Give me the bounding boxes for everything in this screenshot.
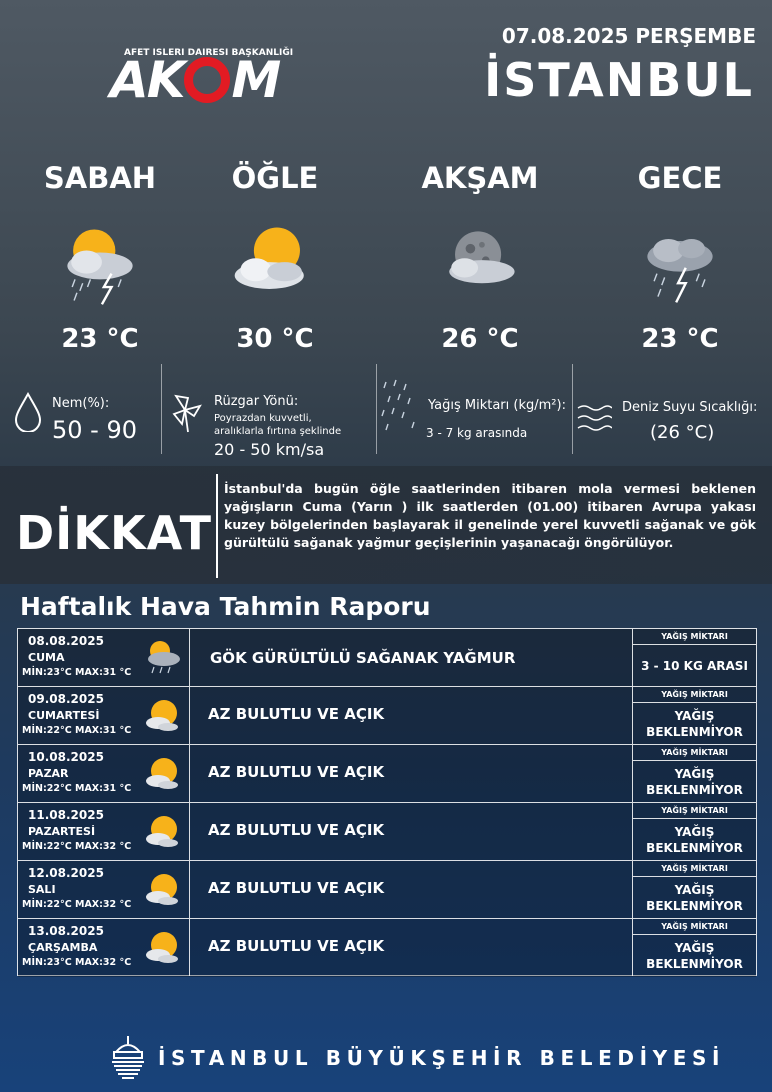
rain-header: YAĞIŞ MİKTARI bbox=[632, 919, 756, 935]
day-date: 09.08.2025 bbox=[28, 692, 104, 706]
rain-value: YAĞIŞ BEKLENMİYOR bbox=[632, 761, 756, 802]
droplet-icon bbox=[14, 392, 42, 432]
wind-desc-line1: Poyrazdan kuvvetli, bbox=[214, 413, 312, 424]
org-subtitle: AFET ISLERI DAIRESI BAŞKANLIĞI bbox=[124, 48, 294, 58]
table-row bbox=[18, 803, 756, 861]
day-description: GÖK GÜRÜLTÜLÜ SAĞANAK YAĞMUR bbox=[210, 649, 516, 667]
moon-cloud-icon bbox=[432, 216, 528, 312]
wind-desc-line2: aralıklarla fırtına şeklinde bbox=[214, 426, 342, 437]
day-name: SALI bbox=[28, 883, 56, 896]
humidity-block bbox=[14, 358, 160, 462]
waves-icon bbox=[576, 400, 612, 436]
period-evening bbox=[390, 160, 570, 354]
sun-partly-cloudy-icon bbox=[140, 809, 184, 853]
rain-header: YAĞIŞ MİKTARI bbox=[632, 803, 756, 819]
weekly-title: Haftalık Hava Tahmin Raporu bbox=[20, 592, 431, 621]
rain-value: YAĞIŞ BEKLENMİYOR bbox=[632, 877, 756, 918]
rain-drops-icon bbox=[380, 378, 420, 438]
day-minmax: MİN:23°C MAX:32 °C bbox=[22, 957, 132, 968]
logo-o-ring bbox=[184, 57, 230, 103]
day-description: AZ BULUTLU VE AÇIK bbox=[208, 763, 385, 781]
sun-cloud-icon bbox=[227, 216, 323, 312]
day-date: 08.08.2025 bbox=[28, 634, 104, 648]
rain-header: YAĞIŞ MİKTARI bbox=[632, 687, 756, 703]
rain-value: 3 - 10 KG ARASI bbox=[632, 645, 756, 686]
day-cell bbox=[18, 919, 190, 976]
rain-value: YAĞIŞ BEKLENMİYOR bbox=[632, 819, 756, 860]
day-cell bbox=[18, 803, 190, 860]
period-temp: 26 °C bbox=[441, 324, 519, 354]
sea-temp-block bbox=[576, 358, 766, 462]
warning-divider bbox=[216, 474, 218, 578]
day-minmax: MİN:22°C MAX:32 °C bbox=[22, 899, 132, 910]
day-date: 10.08.2025 bbox=[28, 750, 104, 764]
period-name: ÖĞLE bbox=[231, 161, 319, 195]
warning-text: İstanbul'da bugün öğle saatlerinden itibaren mola vermesi beklenen yağışların Cuma (Yarın ) ilk saatlerden (01.00) itibaren Avrupa yakası kuzey bölgelerinden başlayarak il genelinde yerel kuvvetli sağanak ve gök gürültülü sağanak yağmur geçişlerinin yaşanacağı öngörülüyor. bbox=[224, 481, 756, 550]
forecast-date: 07.08.2025 PERŞEMBE bbox=[501, 24, 756, 48]
day-minmax: MİN:22°C MAX:31 °C bbox=[22, 725, 132, 736]
day-date: 11.08.2025 bbox=[28, 808, 104, 822]
rain-header: YAĞIŞ MİKTARI bbox=[632, 861, 756, 877]
period-night bbox=[590, 160, 770, 354]
day-minmax: MİN:23°C MAX:31 °C bbox=[22, 667, 132, 678]
period-temp: 30 °C bbox=[236, 324, 314, 354]
day-name: CUMARTESİ bbox=[28, 709, 100, 722]
day-name: PAZARTESİ bbox=[28, 825, 96, 838]
period-name: AKŞAM bbox=[421, 161, 539, 195]
day-description: AZ BULUTLU VE AÇIK bbox=[208, 821, 385, 839]
day-name: ÇARŞAMBA bbox=[28, 941, 98, 954]
sun-cloud-rain-icon bbox=[140, 635, 184, 679]
day-minmax: MİN:22°C MAX:31 °C bbox=[22, 783, 132, 794]
period-name: GECE bbox=[637, 161, 723, 195]
table-row bbox=[18, 629, 756, 687]
day-minmax: MİN:22°C MAX:32 °C bbox=[22, 841, 132, 852]
rain-header: YAĞIŞ MİKTARI bbox=[632, 629, 756, 645]
humidity-value: 50 - 90 bbox=[52, 416, 137, 444]
table-row bbox=[18, 745, 756, 803]
wind-value: 20 - 50 km/sa bbox=[214, 440, 325, 459]
period-temp: 23 °C bbox=[641, 324, 719, 354]
day-description: AZ BULUTLU VE AÇIK bbox=[208, 937, 385, 955]
rain-value: 3 - 7 kg arasında bbox=[426, 426, 528, 440]
day-description: AZ BULUTLU VE AÇIK bbox=[208, 705, 385, 723]
rain-value: YAĞIŞ BEKLENMİYOR bbox=[632, 935, 756, 976]
day-name: PAZAR bbox=[28, 767, 69, 780]
sea-temp-label: Deniz Suyu Sıcaklığı: bbox=[622, 400, 758, 415]
humidity-label: Nem(%): bbox=[52, 396, 110, 411]
footer-org-name: İSTANBUL BÜYÜKŞEHİR BELEDİYESİ bbox=[158, 1046, 726, 1070]
warning-title: DİKKAT bbox=[16, 506, 212, 560]
day-cell bbox=[18, 861, 190, 918]
sea-temp-value: (26 °C) bbox=[650, 422, 715, 443]
sun-partly-cloudy-icon bbox=[140, 867, 184, 911]
rain-value: YAĞIŞ BEKLENMİYOR bbox=[632, 703, 756, 744]
ibb-logo-icon bbox=[108, 1034, 148, 1080]
sun-partly-cloudy-icon bbox=[140, 925, 184, 969]
day-cell bbox=[18, 687, 190, 744]
rain-block bbox=[380, 358, 568, 462]
cloud-thunder-rain-icon bbox=[632, 216, 728, 312]
period-morning bbox=[10, 160, 190, 354]
table-row bbox=[18, 919, 756, 977]
day-date: 12.08.2025 bbox=[28, 866, 104, 880]
city-name: İSTANBUL bbox=[484, 53, 754, 107]
period-temp: 23 °C bbox=[61, 324, 139, 354]
sun-partly-cloudy-icon bbox=[140, 693, 184, 737]
day-date: 13.08.2025 bbox=[28, 924, 104, 938]
logo-text-left: AK bbox=[110, 51, 184, 109]
windmill-icon bbox=[166, 390, 204, 434]
conditions-strip bbox=[0, 358, 772, 462]
rain-label: Yağış Miktarı (kg/m²): bbox=[428, 398, 566, 413]
sun-cloud-thunder-rain-icon bbox=[52, 216, 148, 312]
table-row bbox=[18, 861, 756, 919]
sun-partly-cloudy-icon bbox=[140, 751, 184, 795]
table-row bbox=[18, 687, 756, 745]
logo-text-right: M bbox=[231, 51, 280, 109]
day-name: CUMA bbox=[28, 651, 65, 664]
day-description: AZ BULUTLU VE AÇIK bbox=[208, 879, 385, 897]
day-cell bbox=[18, 745, 190, 802]
wind-block bbox=[166, 358, 372, 462]
wind-label: Rüzgar Yönü: bbox=[214, 394, 299, 409]
period-name: SABAH bbox=[43, 161, 157, 195]
day-cell bbox=[18, 629, 190, 686]
rain-header: YAĞIŞ MİKTARI bbox=[632, 745, 756, 761]
period-noon bbox=[185, 160, 365, 354]
weekly-table bbox=[17, 628, 757, 976]
